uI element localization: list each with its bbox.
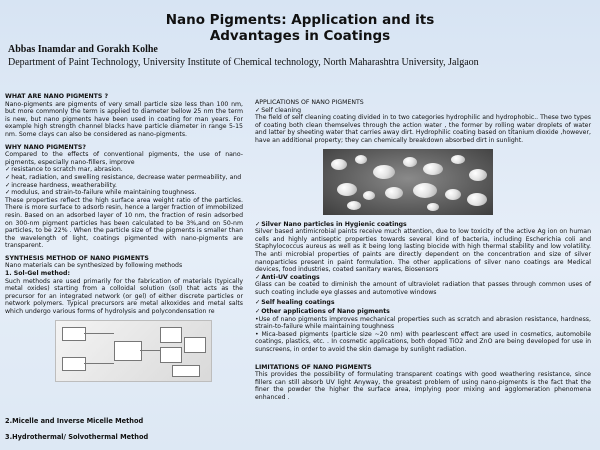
right-column (255, 99, 591, 402)
what-heading: WHAT ARE NANO PIGMENTS ? (5, 93, 109, 100)
silver-text: Silver based antimicrobial paints receive much attention, due to low toxicity of the active Ag ion on human cells and highly antiseptic properties towards several kind of bacteria, including Escherichia coli and Staphylococcus aureus as well as it being long lasting biocide with high thermal stability and low volatility. The anti microbial properties of paints are directly dependent on the concentration and size of silver nanoparticles present in paint formulation. The other applications of silver nano coatings are Medical devices, food industries, coated sanitary wares, Biosensors (255, 228, 591, 274)
authors: Abbas Inamdar and Gorakh Kolhe (8, 44, 158, 55)
applications-heading: APPLICATIONS OF NANO PIGMENTS (255, 99, 364, 106)
other-applications-heading: ✓ Other applications of Nano pigments (255, 308, 591, 316)
self-cleaning-text: The field of self cleaning coating divided in to two categories hydrophilic and hydrophobic.. These two types of coating both clean themselves through the action water , the former by rolling water droplets of water and latter by sheeting water that carries away dirt. Hydrophilic coating based on titanium dioxide ,however, have an additional property; they can chemically breakdown absorbed dirt in sunlight. (255, 114, 591, 144)
why-item: ✓ increase hardness, weatherability. (5, 182, 243, 190)
affiliation: Department of Paint Technology, University Institute of Chemical technology, North Maharashtra University, Jalgaon (8, 57, 479, 68)
what-text: Nano-pigments are pigments of very small particle size less than 100 nm, but more commonly the term is applied to diameter bellow 25 nm the term is new, but nano pigments have been used in coating for man years. For example high strength channel blacks have particle diameter in range 5-15 nm. Some clays can also be considered as nano-pigments. (5, 100, 243, 138)
water-droplets-photo (323, 149, 493, 215)
poster-title: Nano Pigments: Application and its Advantages in Coatings (165, 12, 435, 44)
micelle-heading: 2.Micelle and Inverse Micelle Method (5, 417, 144, 425)
hydrothermal-heading: 3.Hydrothermal/ Solvothermal Method (5, 433, 149, 441)
synthesis-text: Nano materials can be synthesized by following methods (5, 262, 183, 270)
silver-heading: ✓ Silver Nano particles in Hygienic coatings (255, 221, 591, 229)
why-text: Compared to the effects of conventional pigments, the use of nano-pigments, especially nano-fillers, improve (5, 151, 243, 166)
why-item: ✓ resistance to scratch mar, abrasion. (5, 166, 243, 174)
anti-uv-heading: ✓ Anti-UV coatings (255, 274, 591, 282)
other-item: •Use of nano pigments improves mechanical properties such as scratch and abrasion resistance, hardness, strain-to-failure while maintaining toughness (255, 315, 591, 331)
limitations-text: This provides the possibility of formulating transparent coatings with good weathering resistance, since fillers can still absorb UV light Anyway, the greatest problem of using nano-pigments is the fact that the finer the powder the higher the surface area, implying poor mixing and agglomeration phenomena enhanced . (255, 371, 591, 402)
other-item: • Mica-based pigments (particle size ~20 nm) with pearlescent effect are used in cosmetics, automobile coatings, plastics, etc. . In cosmetic applications, both doped TiO2 and ZnO are being developed for use in sunscreens, in order to avoid the skin damage by sunlight radiation. (255, 330, 591, 354)
anti-uv-text: Glass can be coated to diminish the amount of ultraviolet radiation that passes through common uses of such coating include eye glasses and automotive windows (255, 281, 591, 296)
solgel-text: Such methods are used primarily for the fabrication of materials (typically metal oxides) starting from a colloidal solution (sol) that acts as the precursor for an integrated network (or gel) of either discrete particles or network polymers. Typical precursors are metal alkoxides and metal salts which undergo various forms of hydrolysis and polycondensation re (5, 277, 243, 316)
solgel-diagram (55, 320, 212, 382)
why-item: ✓ modulus, and strain-to-failure while maintaining toughness. (5, 189, 243, 197)
synthesis-heading: SYNTHESIS METHOD OF NANO PIGMENTS (5, 254, 149, 262)
self-healing-heading: ✓ Self healing coatings (255, 299, 591, 307)
limitations-heading: LIMITATIONS OF NANO PIGMENTS (255, 363, 372, 371)
left-column (5, 93, 243, 386)
self-cleaning-heading: ✓ Self cleaning (255, 107, 591, 115)
why-heading: WHY NANO PIGMENTS? (5, 143, 86, 151)
why-item: ✓ heat, radiation, and swelling resistance, decrease water permeability, and (5, 174, 243, 182)
solgel-heading: 1. Sol-Gel method: (5, 270, 70, 278)
why-text-2: These properties reflect the high surface area weight ratio of the particles. There is more surface to adsorb resin, hence a larger fraction of immobilized resin. Based on an adsorbed layer of 10 nm, the fraction of resin adsorbed on 300-nm pigment particles has been calculated to be 3%,and on 50-nm particles, to be 22% . When the particle size of the pigments is smaller than the wavelength of light, coatings pigmented with nano-pigments are transparent. (5, 196, 243, 250)
